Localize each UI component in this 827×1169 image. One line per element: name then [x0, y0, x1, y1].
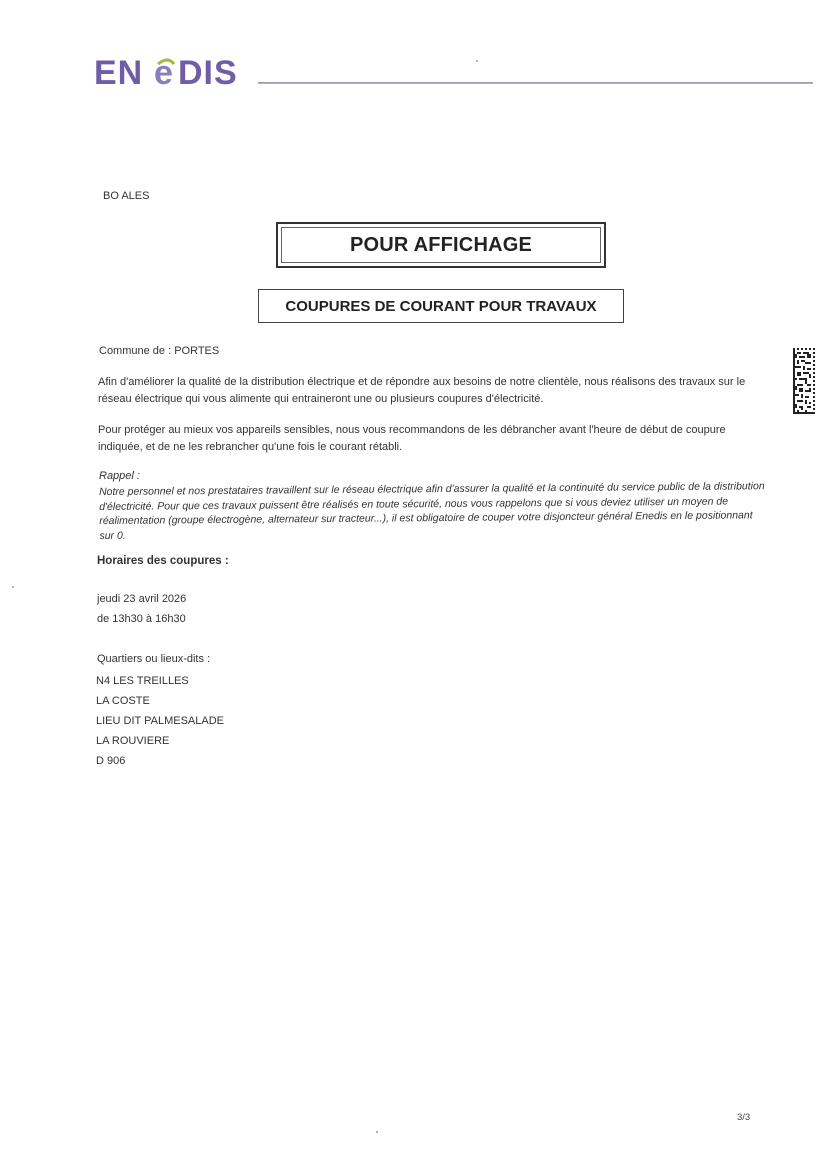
list-item: LA ROUVIERE — [96, 735, 170, 747]
reminder-paragraph: Notre personnel et nos prestataires travaillent sur le réseau électrique afin d'assurer la qualité et la continuité du service public de la distribution d'électricité. Pour que ces travaux puissent être réalisés en toute sécurité, nous vous rappelons que si vous deviez utiliser un moyen de réalimentation (groupe électrogène, alternateur sur tracteur...), il est obligatoire de couper votre disjoncteur général Enedis en le positionnant sur 0. — [99, 480, 765, 542]
scan-speck — [476, 60, 478, 62]
locations-heading: Quartiers ou lieux-dits : — [97, 653, 211, 665]
reminder-heading: Rappel : — [99, 470, 140, 482]
header-divider — [258, 82, 813, 84]
scan-speck — [376, 1131, 378, 1133]
outage-date: jeudi 23 avril 2026 — [97, 593, 187, 605]
advice-paragraph: Pour protéger au mieux vos appareils sensibles, nous vous recommandons de les débrancher avant l'heure de début de coupure indiquée, et de ne les rebrancher qu'une fois le courant rétabli. — [98, 424, 726, 453]
enedis-logo — [94, 54, 250, 90]
commune-line: Commune de : PORTES — [99, 345, 220, 357]
subtitle-box: COUPURES DE COURANT POUR TRAVAUX — [258, 289, 624, 323]
svg-text:DIS: DIS — [178, 54, 238, 90]
locations-list — [96, 671, 224, 771]
list-item: LA COSTE — [96, 695, 150, 707]
schedule-heading: Horaires des coupures : — [97, 555, 229, 567]
intro-paragraph: Afin d'améliorer la qualité de la distribution électrique et de répondre aux besoins de notre clientèle, nous réalisons des travaux sur le réseau électrique qui vous alimente qui entraineront une ou plusieurs coupures d'électricité. — [98, 376, 746, 405]
datamatrix-code-icon — [793, 348, 815, 414]
list-item: D 906 — [96, 755, 126, 767]
svg-text:e: e — [154, 54, 173, 90]
scan-speck — [12, 586, 14, 588]
main-title-box — [276, 222, 606, 268]
svg-text:EN: EN — [94, 54, 144, 90]
agency-label: BO ALES — [103, 190, 150, 202]
page-number: 3/3 — [737, 1112, 751, 1123]
main-title: POUR AFFICHAGE — [281, 227, 601, 263]
outage-time: de 13h30 à 16h30 — [97, 613, 186, 625]
list-item: N4 LES TREILLES — [96, 675, 189, 687]
list-item: LIEU DIT PALMESALADE — [96, 715, 224, 727]
